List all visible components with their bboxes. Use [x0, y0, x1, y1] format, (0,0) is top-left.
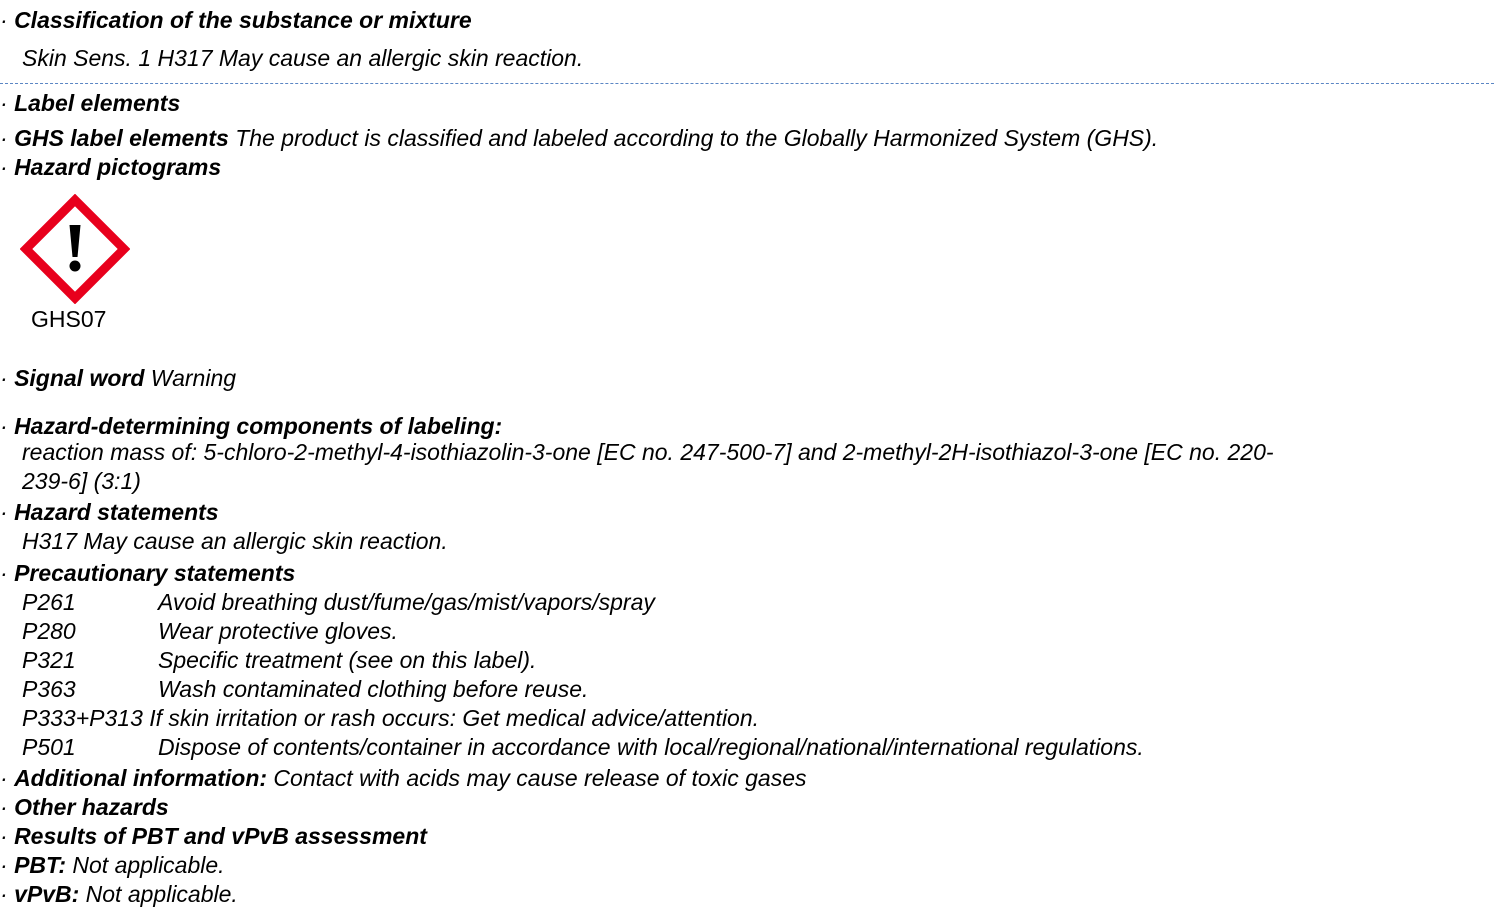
signal-word	[0, 364, 236, 392]
precautionary-item	[22, 733, 1144, 761]
exclamation-mark-diamond-icon	[20, 194, 130, 304]
components-line-2: 239-6] (3:1)	[22, 468, 141, 494]
bullet: ·	[0, 499, 8, 525]
classification-title: Classification of the substance or mixture	[14, 7, 472, 33]
classification-heading	[0, 6, 472, 34]
bullet: ·	[0, 560, 8, 586]
components-line-1: reaction mass of: 5-chloro-2-methyl-4-isothiazolin-3-one [EC no. 247-500-7] and 2-methyl-2H-isothiazol-3-one [EC no. 220-	[22, 439, 1274, 465]
other-hazards-title: Other hazards	[14, 794, 169, 820]
precautionary-item	[22, 646, 536, 674]
precautionary-code: P261	[22, 589, 76, 615]
additional-information	[0, 764, 807, 792]
other-hazards-heading	[0, 793, 169, 821]
precautionary-code: P363	[22, 676, 76, 702]
precautionary-item	[22, 704, 759, 732]
bullet: ·	[0, 7, 8, 33]
bullet: ·	[0, 852, 8, 878]
additional-information-title: Additional information:	[14, 765, 268, 791]
components-title: Hazard-determining components of labeling:	[14, 413, 503, 439]
hazard-pictograms-title: Hazard pictograms	[14, 154, 222, 180]
signal-word-title: Signal word	[14, 365, 145, 391]
precautionary-item	[22, 675, 588, 703]
pictogram-code: GHS07	[31, 306, 107, 332]
hazard-statements-heading	[0, 498, 219, 526]
label-elements-heading	[0, 89, 180, 117]
pbt-assessment-heading	[0, 822, 427, 850]
vpvb-title: vPvB:	[14, 881, 80, 907]
precautionary-text: Avoid breathing dust/fume/gas/mist/vapors/spray	[158, 589, 655, 615]
label-elements-title: Label elements	[14, 90, 181, 116]
section-divider	[0, 83, 1494, 84]
signal-word-value: Warning	[150, 365, 237, 391]
pbt-assessment-title: Results of PBT and vPvB assessment	[14, 823, 427, 849]
vpvb-result	[0, 880, 238, 908]
vpvb-value: Not applicable.	[85, 881, 238, 907]
precautionary-heading	[0, 559, 295, 587]
precautionary-text: If skin irritation or rash occurs: Get medical advice/attention.	[149, 705, 760, 731]
components-heading	[0, 412, 502, 440]
pbt-value: Not applicable.	[72, 852, 225, 878]
hazard-pictograms-heading	[0, 153, 221, 181]
ghs-label-elements	[0, 124, 1158, 152]
bullet: ·	[0, 765, 8, 791]
ghs-label-title: GHS label elements	[14, 125, 229, 151]
precautionary-item	[22, 588, 655, 616]
classification-text: Skin Sens. 1 H317 May cause an allergic skin reaction.	[22, 45, 584, 71]
bullet: ·	[0, 154, 8, 180]
bullet: ·	[0, 881, 8, 907]
precautionary-code: P333+P313	[22, 705, 143, 731]
precautionary-title: Precautionary statements	[14, 560, 296, 586]
additional-information-text: Contact with acids may cause release of toxic gases	[273, 765, 807, 791]
bullet: ·	[0, 365, 8, 391]
hazard-statements-title: Hazard statements	[14, 499, 219, 525]
precautionary-text: Wash contaminated clothing before reuse.	[158, 676, 589, 702]
precautionary-item	[22, 617, 398, 645]
precautionary-code: P501	[22, 734, 76, 760]
bullet: ·	[0, 823, 8, 849]
precautionary-code: P321	[22, 647, 76, 673]
pbt-result	[0, 851, 225, 879]
bullet: ·	[0, 125, 8, 151]
bullet: ·	[0, 794, 8, 820]
bullet: ·	[0, 413, 8, 439]
bullet: ·	[0, 90, 8, 116]
precautionary-code: P280	[22, 618, 76, 644]
precautionary-text: Specific treatment (see on this label).	[158, 647, 537, 673]
hazard-statement-text: H317 May cause an allergic skin reaction.	[22, 528, 448, 554]
ghs-label-text: The product is classified and labeled according to the Globally Harmonized System (GHS).	[235, 125, 1159, 151]
precautionary-text: Wear protective gloves.	[158, 618, 398, 644]
pbt-title: PBT:	[14, 852, 67, 878]
precautionary-text: Dispose of contents/container in accordance with local/regional/national/international regulations.	[158, 734, 1144, 760]
